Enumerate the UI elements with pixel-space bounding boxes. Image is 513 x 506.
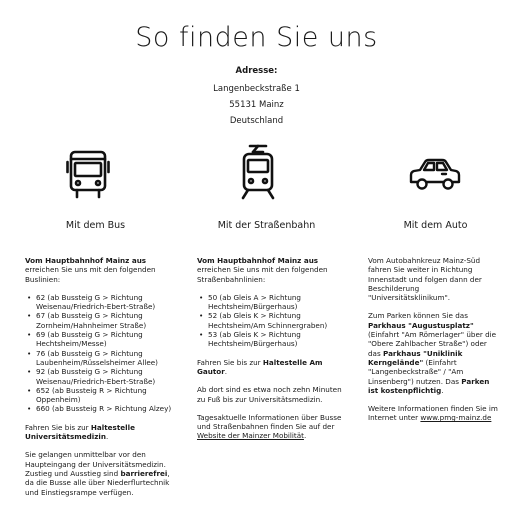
car-intro: Vom Autobahnkreuz Mainz-Süd fahren Sie weiter in Richtung Innenstadt und folgen dann der Beschilderung "Universitätsklinikum". xyxy=(368,256,482,303)
tram-column-title: Mit der Straßenbahn xyxy=(217,220,316,231)
tram-stop-text xyxy=(197,358,347,377)
bus-intro-bold: Vom Hauptbahnhof Mainz aus xyxy=(25,256,147,265)
tram-column xyxy=(197,256,347,450)
address-street: Langenbeckstraße 1 xyxy=(213,84,300,94)
list-item: • 92 (ab Bussteig G > Richtung Weisenau/Friedrich-Ebert-Straße) xyxy=(36,367,175,386)
bus-intro xyxy=(25,256,175,284)
address-city: 55131 Mainz xyxy=(229,100,284,110)
tram-info-pre: Tagesaktuelle Informationen über Busse und Straßenbahnen finden Sie auf der xyxy=(197,412,342,432)
pmg-mainz-link[interactable]: www.pmg-mainz.de xyxy=(420,413,492,423)
list-item: • 62 (ab Bussteig G > Richtung Weisenau/Friedrich-Ebert-Straße) xyxy=(36,293,175,312)
address-heading: Adresse: xyxy=(235,66,278,76)
tram-line-list xyxy=(197,293,347,349)
park-text-2: Parkhaus "Augustusplatz" xyxy=(368,320,474,330)
list-item: • 76 (ab Bussteig G > Richtung Laubenheim/Rüsselsheimer Allee) xyxy=(36,349,175,368)
bus-intro-rest: erreichen Sie uns mit den folgenden Buslinien: xyxy=(25,265,156,284)
bus-access-bold: barrierefrei xyxy=(120,468,168,478)
bus-stop-pre: Fahren Sie bis zur xyxy=(25,422,91,432)
address-country: Deutschland xyxy=(229,116,284,126)
mainzer-mobilitaet-link[interactable]: Website der Mainzer Mobilität xyxy=(197,431,304,441)
list-item: • 69 (ab Bussteig G > Richtung Hechtsheim/Messe) xyxy=(36,330,175,349)
list-item: • 52 (ab Gleis K > Richtung Hechtsheim/Am Schinnergraben) xyxy=(208,311,347,330)
tram-icon xyxy=(240,144,276,200)
bus-stop-bold: Haltestelle Universitätsmedizin xyxy=(25,422,135,442)
bus-access-pre: Sie gelangen unmittelbar vor den Haupteingang der Universitätsmedizin. Zustieg und Ausstieg sind xyxy=(25,450,166,478)
tram-walk-text: Ab dort sind es etwa noch zehn Minuten zu Fuß bis zur Universitätsmedizin. xyxy=(197,385,342,404)
bus-access-post: , da die Busse alle über Niederflurtechnik und Einstiegsrampe verfügen. xyxy=(25,468,170,497)
tram-info-post: . xyxy=(303,431,307,441)
list-item: • 67 (ab Bussteig G > Richtung Zornheim/Hahnheimer Straße) xyxy=(36,311,175,330)
page-title: So finden Sie uns xyxy=(135,22,378,53)
list-item: • 652 (ab Bussteig R > Richtung Oppenheim) xyxy=(36,386,175,405)
car-more-pre: Weitere Informationen finden Sie im Internet unter xyxy=(368,404,498,423)
car-more-text xyxy=(368,404,498,423)
tram-info-text xyxy=(197,413,347,441)
list-item: • 660 (ab Bussteig R > Richtung Alzey) xyxy=(36,404,175,413)
tram-stop-pre: Fahren Sie bis zur xyxy=(197,357,263,367)
list-item: • 53 (ab Gleis K > Richtung Hechtsheim/Bürgerhaus) xyxy=(208,330,347,349)
bus-column xyxy=(25,256,175,506)
park-text-4: Parkhaus "Uniklinik Kerngelände" xyxy=(368,348,463,367)
bus-access-text xyxy=(25,450,175,496)
bus-stop-post: . xyxy=(106,432,109,442)
park-text-7: . xyxy=(441,385,444,395)
car-column xyxy=(368,256,498,432)
tram-intro-rest: erreichen Sie uns mit den folgenden Straßenbahnlinien: xyxy=(197,265,328,284)
bus-icon xyxy=(66,150,110,200)
car-parking-text xyxy=(368,311,498,395)
park-text-5: (Einfahrt "Langenbeckstraße" / "Am Linsenberg") nutzen. Das xyxy=(368,357,464,386)
bus-stop-text xyxy=(25,423,175,442)
bus-line-list xyxy=(25,293,175,414)
tram-intro-bold: Vom Hauptbahnhof Mainz aus xyxy=(197,256,319,265)
car-icon xyxy=(408,158,462,192)
tram-stop-post: . xyxy=(224,366,228,376)
tram-stop-bold: Haltestelle Am Gautor xyxy=(197,357,323,376)
bus-column-title: Mit dem Bus xyxy=(65,220,126,231)
list-item: • 50 (ab Gleis A > Richtung Hechtsheim/Bürgerhaus) xyxy=(208,293,347,312)
park-text-3: (Einfahrt "Am Römerlager" über die "Obere Zahlbacher Straße") oder das xyxy=(368,330,497,358)
tram-intro xyxy=(197,256,347,284)
car-column-title: Mit dem Auto xyxy=(403,220,468,231)
park-text-1: Zum Parken können Sie das xyxy=(368,311,468,321)
park-text-6: Parken ist kostenpflichtig xyxy=(368,376,490,395)
